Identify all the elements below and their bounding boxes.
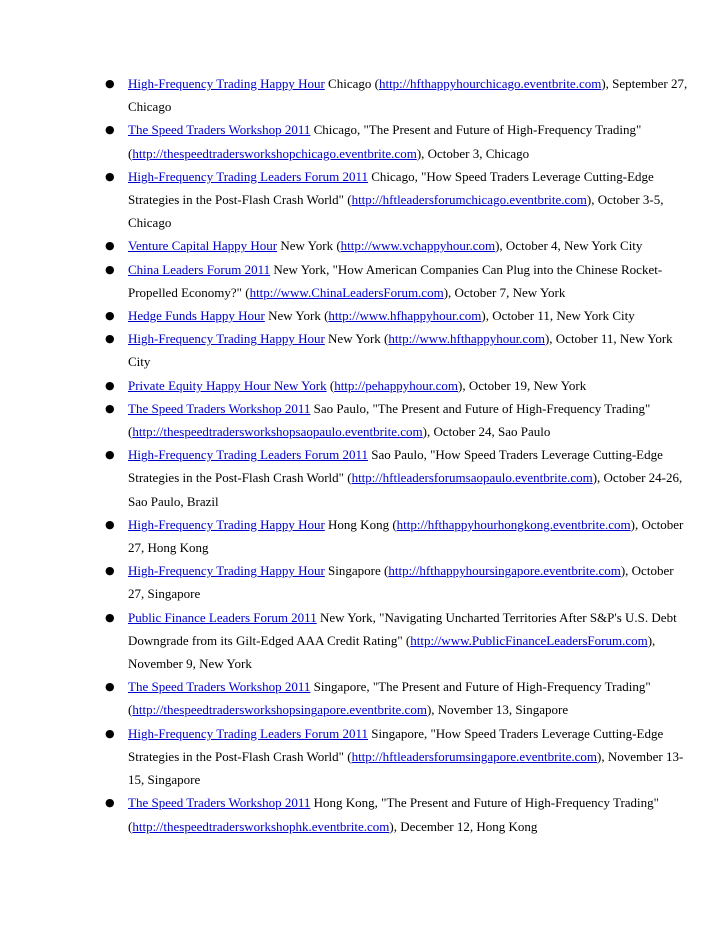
bullet-icon: ● [105,262,115,276]
event-url-link[interactable]: http://hfthappyhourchicago.eventbrite.com [378,76,602,91]
event-title-link[interactable]: The Speed Traders Workshop 2011 [128,795,311,811]
bullet-icon: ● [105,448,115,462]
event-details: Chicago ( [324,76,379,91]
list-item [105,397,688,443]
bullet-icon: ● [105,169,115,183]
event-url-link[interactable]: http://www.hfhappyhour.com [328,308,482,324]
list-item [105,374,688,397]
event-details: New York ( [277,238,341,254]
list-item [105,675,688,721]
event-date-location: ), December 12, Hong Kong [389,818,538,834]
event-details: Hong Kong ( [324,516,397,532]
event-details: New York ( [324,331,389,347]
list-item [105,791,688,837]
bullet-icon: ● [105,77,115,90]
event-url-link[interactable]: http://www.hfthappyhour.com [388,331,545,347]
event-url-link[interactable]: http://hfthappyhourhongkong.eventbrite.com [396,516,631,532]
event-date-location: ), October 11, New York City [128,331,673,370]
list-item [105,559,688,605]
event-date-location: ), October 7, New York [443,284,566,300]
event-title-link[interactable]: The Speed Traders Workshop 2011 [128,679,311,695]
event-title-link[interactable]: High-Frequency Trading Happy Hour [128,516,325,532]
bullet-icon: ● [105,378,115,392]
event-date-location: ), November 13-15, Singapore [128,748,684,788]
event-date-location: ), October 24, Sao Paulo [422,424,551,440]
list-item [105,606,688,676]
bullet-icon: ● [105,564,115,578]
bullet-icon: ● [105,517,115,531]
event-title-link[interactable]: High-Frequency Trading Leaders Forum 2011 [128,168,368,184]
list-item [105,72,688,118]
event-details: New York, "Navigating Uncharted Territories After S&P's U.S. Debt Downgrade from its Gilt-Edged AAA Credit Rating" ( [128,609,677,648]
event-details: ( [326,377,335,393]
event-title-link[interactable]: High-Frequency Trading Leaders Forum 2011 [128,447,368,463]
event-details: Chicago, "The Present and Future of High-Frequency Trading" ( [128,122,642,161]
event-title-link[interactable]: Hedge Funds Happy Hour [128,308,265,324]
event-details: Sao Paulo, "How Speed Traders Leverage Cutting-Edge Strategies in the Post-Flash Crash World" ( [128,447,663,486]
event-date-location: ), October 24-26, Sao Paulo, Brazil [128,470,683,509]
event-title-link[interactable]: China Leaders Forum 2011 [128,261,271,277]
event-title-link[interactable]: Private Equity Happy Hour New York [128,377,327,393]
event-details: Singapore, "How Speed Traders Leverage Cutting-Edge Strategies in the Post-Flash Crash World" ( [128,725,664,764]
list-item [105,234,688,257]
event-title-link[interactable]: The Speed Traders Workshop 2011 [128,400,311,416]
list-item [105,165,688,235]
event-details: Chicago, "How Speed Traders Leverage Cutting-Edge Strategies in the Post-Flash Crash World" ( [128,168,654,208]
event-title-link[interactable]: Public Finance Leaders Forum 2011 [128,609,317,625]
event-details: New York ( [264,308,329,324]
event-url-link[interactable]: http://www.PublicFinanceLeadersForum.com [410,632,648,648]
bullet-icon: ● [105,332,115,346]
bullet-icon: ● [105,610,115,624]
event-title-link[interactable]: High-Frequency Trading Leaders Forum 2011 [128,725,368,741]
event-url-link[interactable]: http://thespeedtradersworkshophk.eventbrite.com [132,818,390,834]
event-url-link[interactable]: http://thespeedtradersworkshopchicago.eventbrite.com [132,145,417,161]
event-details: Singapore ( [324,563,389,579]
event-title-link[interactable]: High-Frequency Trading Happy Hour [128,563,325,579]
event-url-link[interactable]: http://hftleadersforumchicago.eventbrite.com [351,192,587,208]
list-item [105,327,688,373]
bullet-icon: ● [105,726,115,740]
event-date-location: ), October 4, New York City [495,238,643,254]
event-url-link[interactable]: http://www.vchappyhour.com [340,238,496,254]
bullet-icon: ● [105,239,115,253]
event-date-location: ), September 27, Chicago [128,76,688,115]
event-date-location: ), November 9, New York [128,632,656,672]
list-item [105,118,688,164]
bullet-icon: ● [105,680,115,694]
event-title-link[interactable]: High-Frequency Trading Happy Hour [128,76,325,91]
event-details: New York, "How American Companies Can Plug into the Chinese Rocket-Propelled Economy?" ( [128,261,663,300]
event-url-link[interactable]: http://www.ChinaLeadersForum.com [249,284,444,300]
event-date-location: ), October 3-5, Chicago [128,192,664,231]
event-date-location: ), October 27, Singapore [128,563,674,602]
bullet-icon: ● [105,401,115,415]
bullet-icon: ● [105,123,115,137]
event-title-link[interactable]: The Speed Traders Workshop 2011 [128,122,311,138]
event-title-link[interactable]: Venture Capital Happy Hour [128,238,278,254]
event-list [105,72,688,838]
event-url-link[interactable]: http://thespeedtradersworkshopsingapore.eventbrite.com [132,702,427,718]
bullet-icon: ● [105,309,115,323]
event-url-link[interactable]: http://hftleadersforumsaopaulo.eventbrite.com [351,470,593,486]
event-url-link[interactable]: http://hftleadersforumsingapore.eventbrite.com [351,748,598,764]
event-date-location: ), October 27, Hong Kong [128,516,684,556]
list-item [105,722,688,792]
event-title-link[interactable]: High-Frequency Trading Happy Hour [128,331,325,347]
event-details: Singapore, "The Present and Future of High-Frequency Trading" ( [128,679,651,718]
list-item [105,304,688,327]
bullet-icon: ● [105,796,115,810]
list-item [105,258,688,304]
event-url-link[interactable]: http://thespeedtradersworkshopsaopaulo.eventbrite.com [132,424,423,440]
event-url-link[interactable]: http://pehappyhour.com [334,377,459,393]
list-item [105,443,688,513]
event-date-location: ), October 3, Chicago [416,145,530,161]
event-date-location: ), October 19, New York [458,377,587,393]
event-details: Sao Paulo, "The Present and Future of High-Frequency Trading" ( [128,400,651,440]
event-date-location: ), November 13, Singapore [426,702,569,718]
list-item [105,513,688,559]
event-details: Hong Kong, "The Present and Future of High-Frequency Trading" ( [128,795,659,834]
event-url-link[interactable]: http://hfthappyhoursingapore.eventbrite.com [388,563,621,579]
event-date-location: ), October 11, New York City [481,308,635,324]
